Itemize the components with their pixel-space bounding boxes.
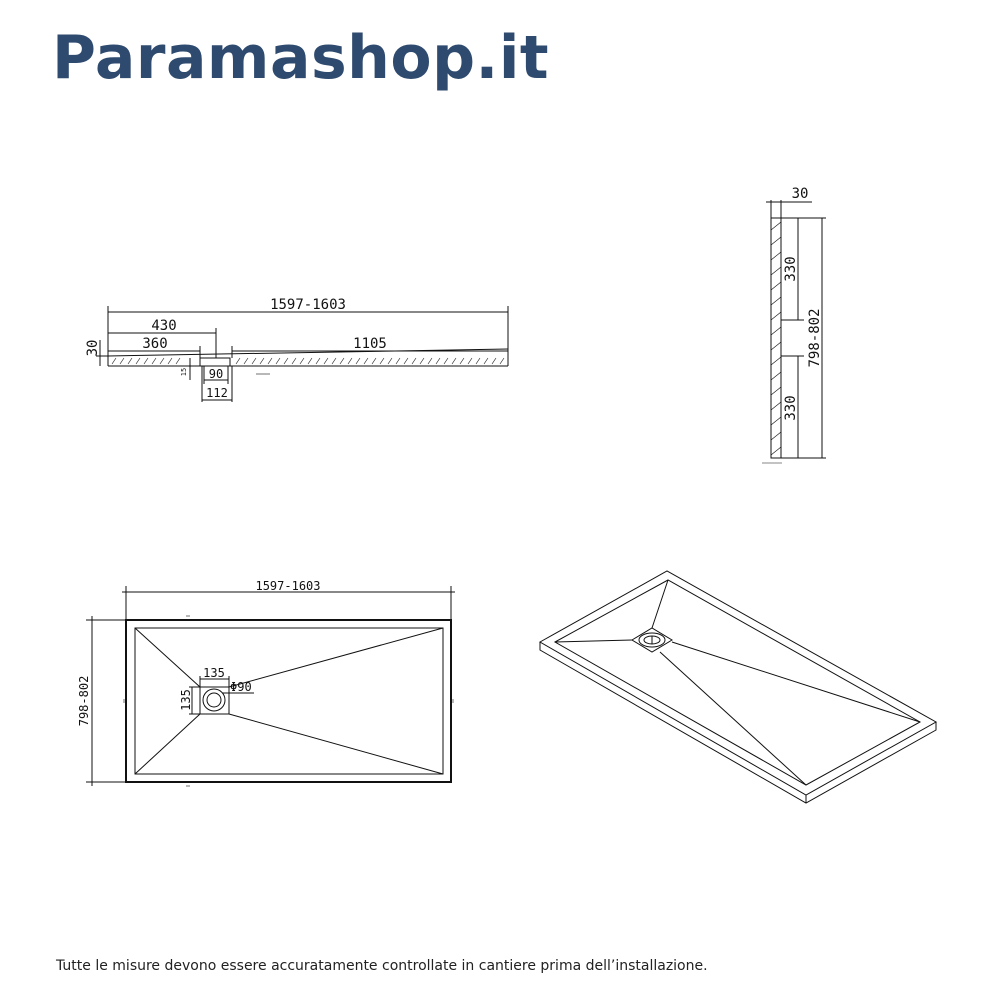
isometric-view bbox=[540, 571, 936, 803]
side-drain-recess bbox=[200, 358, 230, 366]
top-outer-edge bbox=[126, 620, 451, 782]
top-overall-width-label: 798-802 bbox=[77, 675, 91, 727]
end-thickness-label: 30 bbox=[791, 186, 809, 202]
top-drain-circle bbox=[203, 689, 225, 711]
side-small-height-label: 15 bbox=[180, 367, 188, 377]
end-overall-width-label: 798-802 bbox=[807, 308, 823, 368]
side-section-view bbox=[85, 297, 508, 402]
side-drain-outer-offset-label: 430 bbox=[151, 318, 177, 334]
side-drain-outer-label: 112 bbox=[206, 386, 228, 400]
top-drain-height-label: 135 bbox=[179, 689, 193, 711]
side-overall-length-label: 1597-1603 bbox=[270, 297, 346, 313]
top-drain-diameter-label: Φ90 bbox=[230, 680, 252, 694]
end-lower-half-label: 330 bbox=[783, 395, 799, 421]
footer-disclaimer: Tutte le misure devono essere accuratamente controllate in cantiere prima dell’installazione. bbox=[56, 958, 708, 974]
side-drain-inner-offset-label: 360 bbox=[142, 336, 168, 352]
end-section-hatch bbox=[771, 222, 781, 455]
top-overall-length-label: 1597-1603 bbox=[255, 579, 321, 593]
side-height-label: 30 bbox=[85, 339, 101, 357]
end-upper-half-label: 330 bbox=[783, 256, 799, 282]
side-section-hatch bbox=[112, 358, 504, 364]
brand-logo: Paramashop.it bbox=[52, 23, 550, 93]
top-drain-width-label: 135 bbox=[203, 666, 225, 680]
end-section-view bbox=[762, 186, 826, 463]
side-drain-inner-label: 90 bbox=[208, 367, 224, 381]
top-plan-view bbox=[77, 579, 455, 786]
side-flat-length-label: 1105 bbox=[353, 336, 387, 352]
